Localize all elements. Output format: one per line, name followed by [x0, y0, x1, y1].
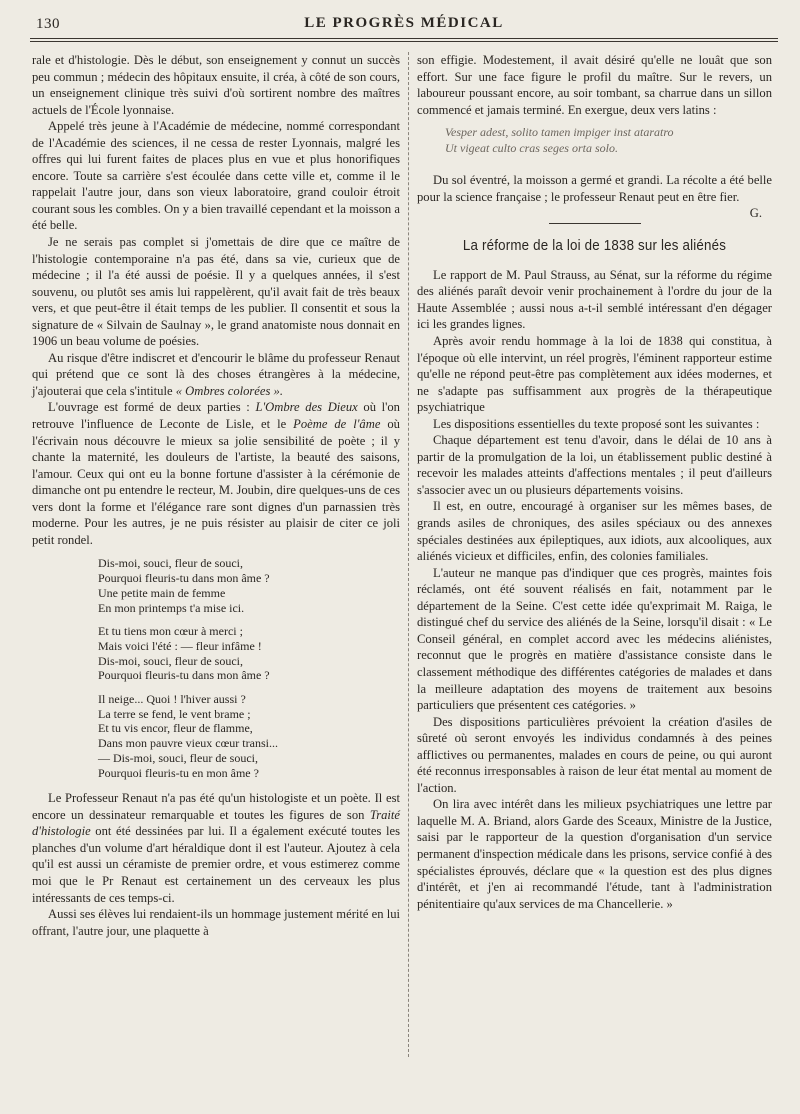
latin-verses [445, 124, 772, 156]
poem-line: Dis-moi, souci, fleur de souci, [98, 556, 243, 571]
poem-line: — Dis-moi, souci, fleur de souci, [98, 750, 258, 765]
book-part-title: Poème de l'âme [293, 417, 381, 432]
latin-verse-line: Ut vigeat culto cras seges orta solo. [445, 141, 618, 156]
poem-stanza [98, 624, 400, 683]
left-column [32, 52, 400, 939]
page-header [30, 14, 778, 36]
poem-line: En mon printemps t'a mise ici. [98, 600, 245, 615]
paragraph: Aussi ses élèves lui rendaient-ils un hommage justement mérité en lui offrant, l'autre jour, une plaquette à [32, 907, 400, 938]
poem-line: Et tu vis encor, fleur de flamme, [98, 721, 253, 736]
paragraph: Appelé très jeune à l'Académie de médecine, nommé correspondant de l'Académie des sciences, il ne cessa de rester Lyonnais, malgré les offres qui lui furent faites de places plus en vue et plus honorifiques encore. Toute sa carrière s'est écoulée dans cette ville et, comme il le rappelait l'autre jour, dans son vieux laboratoire, grand couloir étroit courant sous les combles. On y a bien travaillé cependant et la moisson a été belle. [32, 119, 400, 233]
poem-line: Dans mon pauvre vieux cœur transi... [98, 736, 278, 751]
paragraph: son effigie. Modestement, il avait désiré qu'elle ne louât que son effort. Sur une face figure le profil du maître. Sur le revers, un laboureur poussant encore, au soir tombant, sa charrue dans un sillon commencé et jamais terminé. En exergue, deux vers latins : [417, 53, 772, 117]
paragraph: Les dispositions essentielles du texte proposé sont les suivantes : [433, 416, 760, 431]
paragraph: Le Professeur Renaut n'a pas été qu'un histologiste et un poète. Il est encore un dessinateur remarquable et toutes les figures de son Traité d'histologie ont été dessinées par lui. Il a également exécuté toutes les planches d'un volume d'art héraldique dont il est l'auteur. Ajoutez à cela qu'il est aussi un céramiste de premier ordre, et vous estimerez comme moi que le Pr Renaut est certainement un des cerveaux les plus intéressants de ces temps-ci. [32, 791, 400, 905]
rondel-poem [98, 556, 400, 780]
paragraph: Chaque département est tenu d'avoir, dans le délai de 10 ans à partir de la promulgation de la loi, un établissement public destiné à recevoir les malades atteints d'affections mentales ; il peut d'ailleurs s'associer avec un ou plusieurs départements voisins. [417, 433, 772, 497]
poem-line: Mais voici l'été : — fleur infâme ! [98, 638, 262, 653]
author-signature: G. [749, 206, 762, 221]
book-part-title: L'Ombre des Dieux [255, 400, 358, 415]
poem-stanza [98, 692, 400, 780]
poem-line: Pourquoi fleuris-tu dans mon âme ? [98, 668, 270, 683]
poem-line: Pourquoi fleuris-tu en mon âme ? [98, 765, 259, 780]
paragraph: L'auteur ne manque pas d'indiquer que ces progrès, maintes fois réclamés, ont été souvent réalisés en fait, notamment par le département de la Seine. C'est cette idée qu'exprimait M. Raiga, le distingué chef du service des aliénés de la Seine, lorsqu'il disait : « Le Conseil général, en complet accord avec les médecins aliénistes, reconnut que le progrès en matière d'assistance consiste dans le classement méthodique des différentes catégories de malades et dans la meilleure adaptation des moyens de traitement aux besoins particuliers que présentent ces catégories. » [417, 565, 772, 713]
paragraph: Après avoir rendu hommage à la loi de 1838 qui constitua, à l'époque où elle intervint, un réel progrès, l'éminent rapporteur estime qu'elle ne répond peut-être pas complètement aux idées modernes, et ne s'adapte pas suffisamment aux progrès de la thérapeutique psychiatrique [417, 334, 772, 415]
poem-line: Et tu tiens mon cœur à merci ; [98, 624, 243, 639]
paragraph: Du sol éventré, la moisson a germé et grandi. La récolte a été belle pour la science française ; le professeur Renaut peut en être fier. G. [417, 173, 772, 221]
poem-stanza [98, 556, 400, 615]
poem-line: Il neige... Quoi ! l'hiver aussi ? [98, 692, 246, 707]
header-rule-thin [30, 41, 778, 42]
poem-line: La terre se fend, le vent brame ; [98, 706, 251, 721]
book-title: Traité d'histologie [32, 807, 400, 839]
poem-line: Dis-moi, souci, fleur de souci, [98, 653, 243, 668]
running-title: LE PROGRÈS MÉDICAL [304, 15, 504, 31]
paragraph: Des dispositions particulières prévoient la création d'asiles de sûreté où seront envoyés les individus condamnés à des peines afflictives ou permanentes, malades en cours de peine, ou qui auront été reconnus irresponsables à raison de leur état mental au moment de l'action. [417, 714, 772, 795]
poem-line: Pourquoi fleuris-tu dans mon âme ? [98, 571, 270, 586]
page-number: 130 [36, 16, 60, 32]
right-column [417, 52, 772, 912]
section-title: La réforme de la loi de 1838 sur les aliénés [462, 238, 727, 255]
header-rule [30, 38, 778, 39]
book-title: « Ombres colorées ». [175, 383, 283, 398]
poem-line: Une petite main de femme [98, 585, 226, 600]
paragraph: Le rapport de M. Paul Strauss, au Sénat, sur la réforme du régime des aliénés paraît devoir venir prochainement à l'ordre du jour de la Haute Assemblée ; aussi nous a-t-il semblé intéressant d'en dégager ici les grandes lignes. [417, 267, 772, 332]
column-divider [408, 52, 409, 1057]
paragraph: rale et d'histologie. Dès le début, son enseignement y connut un succès peu commun ; médecin des hôpitaux ensuite, il créa, à côté de son cours, un enseignement clinique très suivi d'où sortirent nombre des maîtres actuels de l'École lyonnaise. [32, 53, 400, 117]
paragraph: Je ne serais pas complet si j'omettais de dire que ce maître de l'histologie contemporaine n'a pas été, dans sa vie, curieux que de médecine ; il l'a été aussi de poésie. Il y a quelques années, il s'est souvenu, ou plutôt ses amis lui rappelèrent, qu'il avait fait de très beaux vers, et que peut-être il était temps de les publier. Il consentit et sous la signature de « Silvain de Saulnay », le grand anatomiste nous donnait en 1906 un beau volume de poésies. [32, 235, 400, 349]
latin-verse-line: Vesper adest, solito tamen impiger inst ataratro [445, 125, 674, 140]
paragraph: L'ouvrage est formé de deux parties : L'Ombre des Dieux où l'on retrouve l'influence de Leconte de Lisle, et le Poème de l'âme où l'écrivain nous découvre le mieux sa jolie sensibilité de poète ; il y chante la maternité, les douleurs de l'artiste, la beauté des saisons, l'amour. Ceux qui ont eu la bonne fortune d'assister à la cérémonie de dimanche ont pu entendre le recteur, M. Joubin, dire quelques-uns de ces vers dont la forme et l'élégance rare sont dignes d'un parnassien très moderne. Pour les autres, je ne puis résister au plaisir de citer ce joli petit rondel. [32, 400, 400, 547]
paragraph: Au risque d'être indiscret et d'encourir le blâme du professeur Renaut qui prétend que ce sont là des choses étrangères à la médecine, j'ajouterai que cela s'intitule « Ombres colorées ». [32, 350, 400, 398]
paragraph: On lira avec intérêt dans les milieux psychiatriques une lettre par laquelle M. A. Briand, alors Garde des Sceaux, Ministre de la Justice, saisi par le rapporteur de la question d'organisation d'un service permanent d'inspection médicale dans les prisons, service confié à des spécialistes éprouvés, déclare que « la question est des plus dignes d'intérêt, et j'en ai recommandé l'étude, tant à l'administration pénitentiaire qu'aux services de ma Chancellerie. » [417, 797, 772, 911]
paragraph: Il est, en outre, encouragé à organiser sur les mêmes bases, de grands asiles de chroniques, des asiles spéciaux ou des annexes spéciales destinées aux épileptiques, aux idiots, aux alcooliques, aux aliénés vicieux et difficiles, enfin, des colonies familiales. [417, 499, 772, 564]
section-divider [549, 223, 641, 224]
